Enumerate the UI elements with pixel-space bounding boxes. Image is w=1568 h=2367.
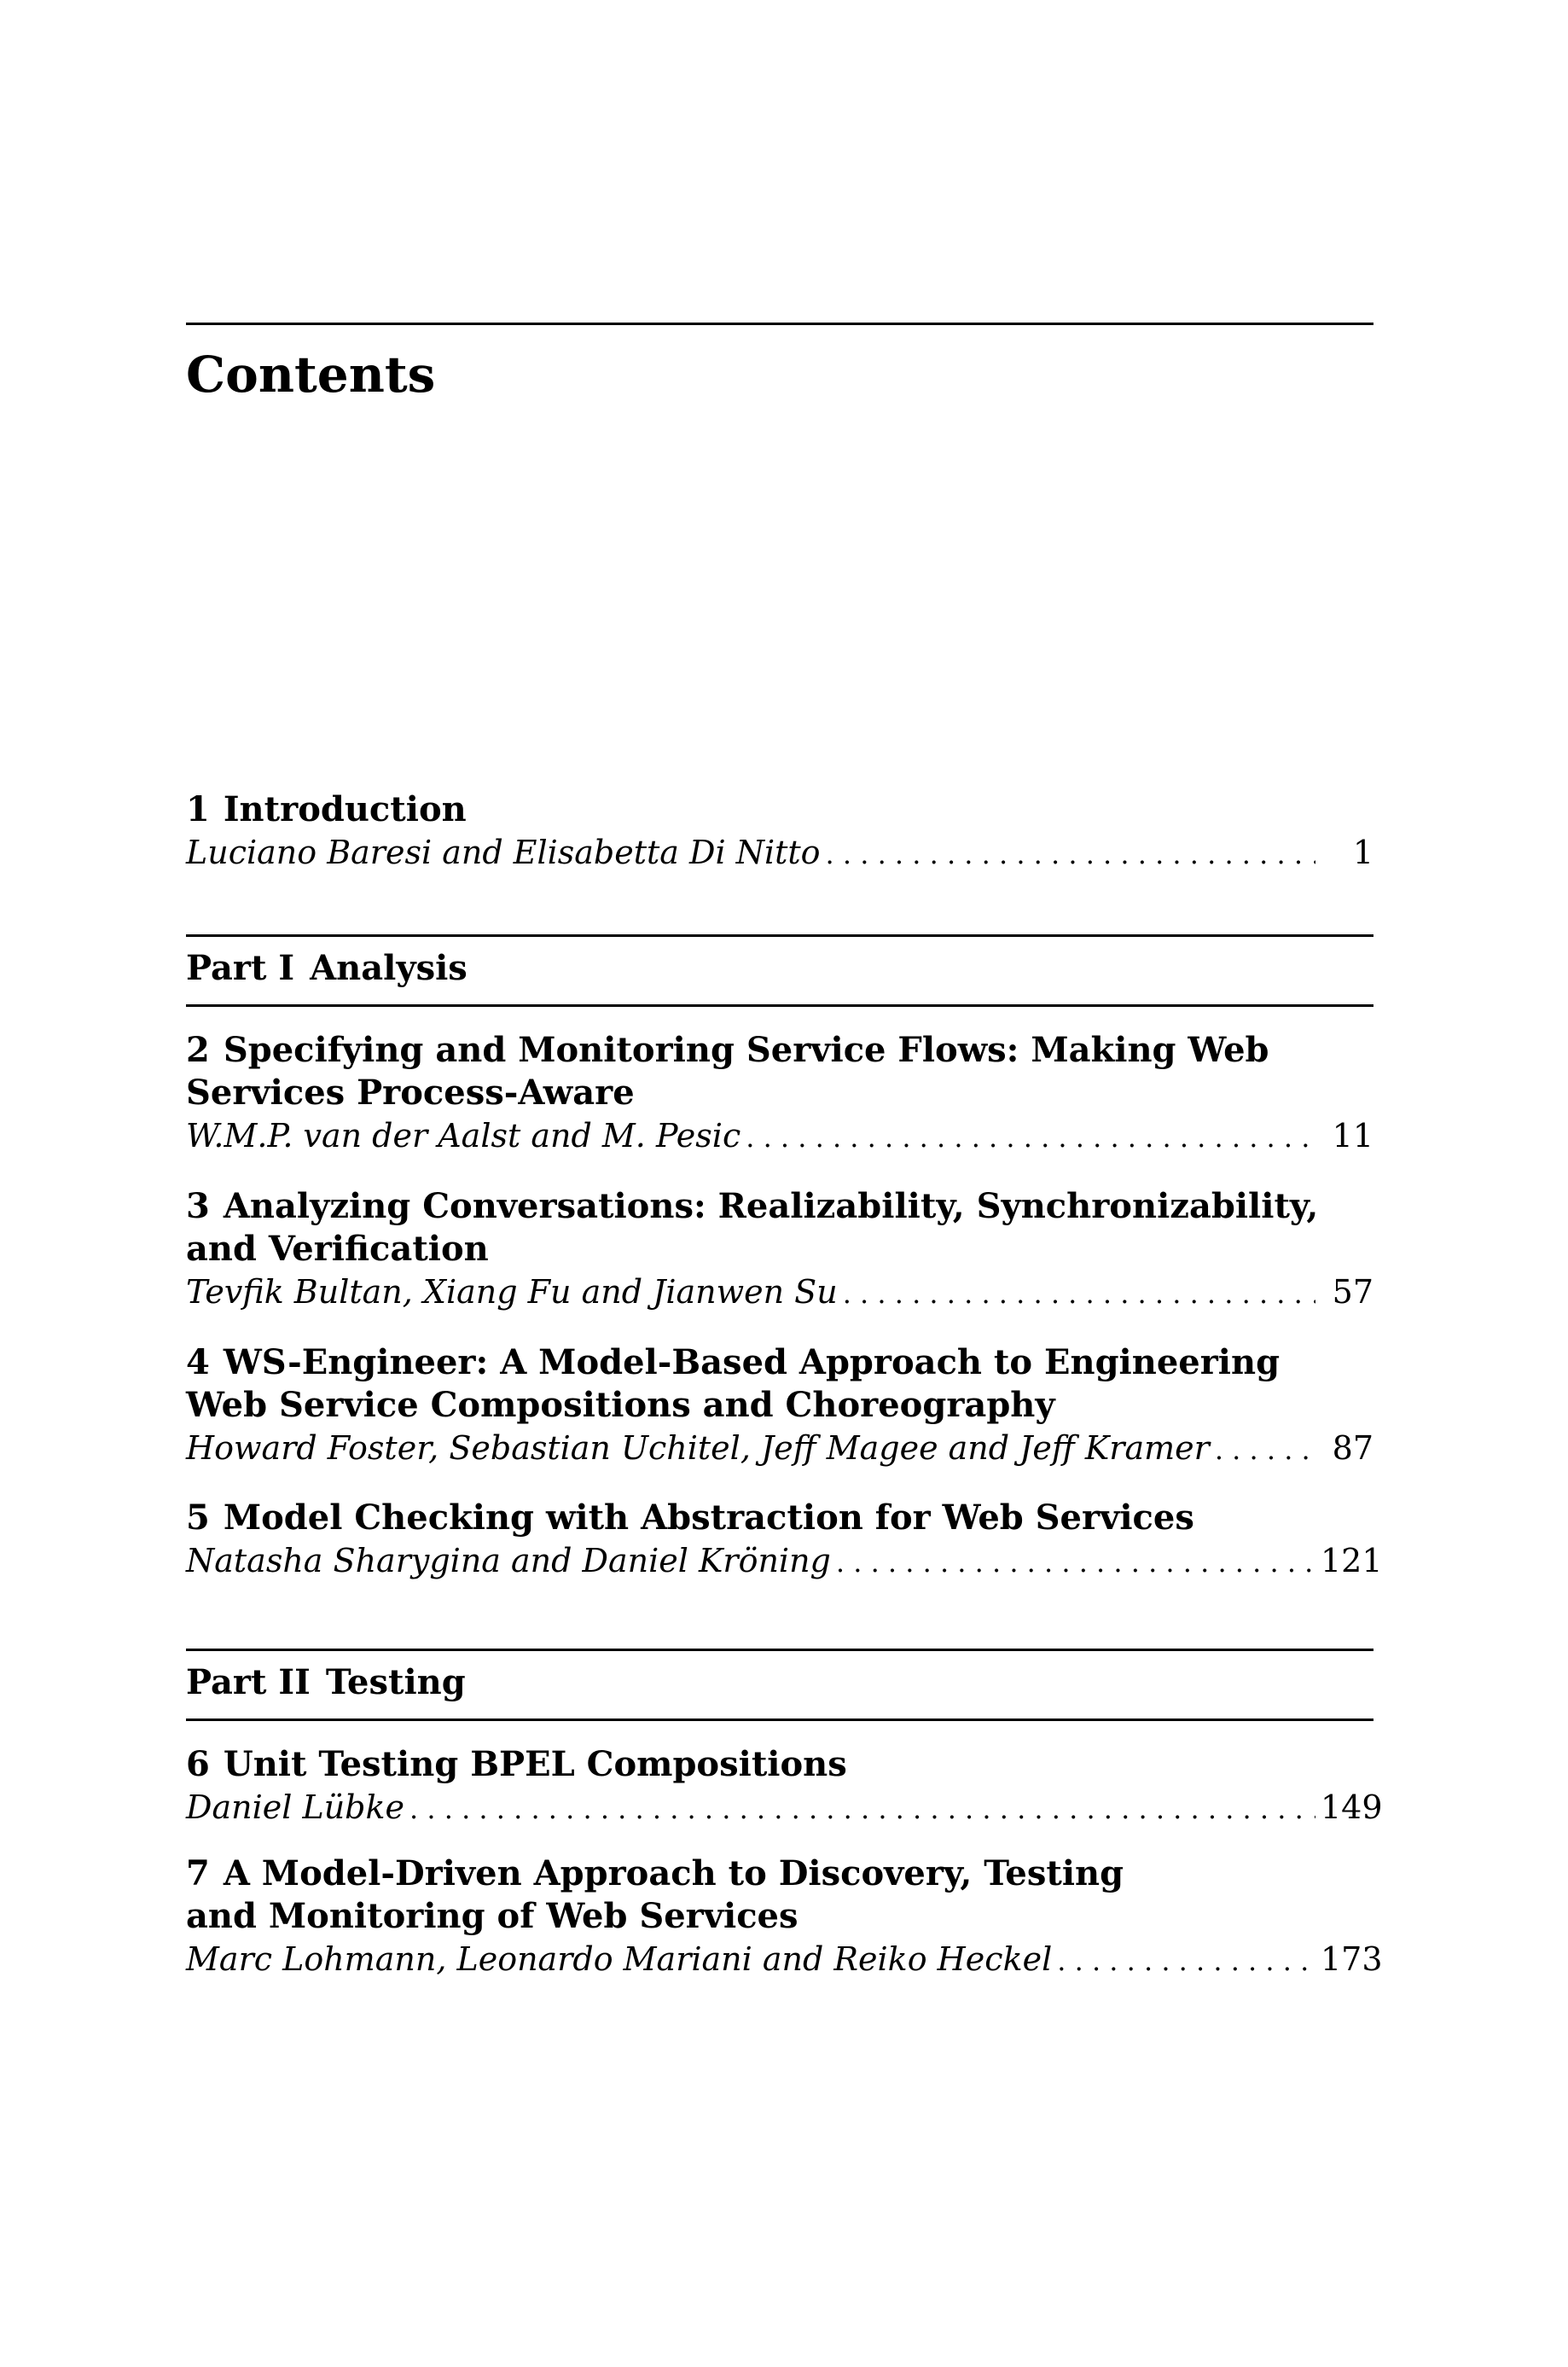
chapter-title xyxy=(186,1341,1373,1384)
header-rule xyxy=(186,323,1373,325)
chapter-number: 4 xyxy=(186,1342,210,1382)
chapter-title xyxy=(186,1743,1373,1786)
dot-leader xyxy=(1215,1428,1315,1471)
toc-entry-chapter-2[interactable] xyxy=(186,1029,1373,1159)
chapter-title-text: Specifying and Monitoring Service Flows: Making Web xyxy=(223,1030,1269,1070)
chapter-number: 5 xyxy=(186,1498,210,1538)
authors-line xyxy=(186,1271,1373,1315)
chapter-authors: Howard Foster, Sebastian Uchitel, Jeff Magee and Jeff Kramer xyxy=(186,1429,1210,1467)
part-rule-top xyxy=(186,1649,1373,1651)
page-number: 57 xyxy=(1332,1273,1373,1311)
page-number: 173 xyxy=(1321,1940,1383,1978)
chapter-title-text: Introduction xyxy=(223,789,467,829)
chapter-title-text: Model Checking with Abstraction for Web Services xyxy=(223,1498,1194,1538)
chapter-title xyxy=(186,788,1373,831)
chapter-number: 3 xyxy=(186,1186,210,1226)
page-number: 11 xyxy=(1332,1117,1373,1154)
chapter-number: 6 xyxy=(186,1744,210,1784)
chapter-authors: Daniel Lübke xyxy=(186,1788,405,1826)
toc-entry-chapter-5[interactable] xyxy=(186,1497,1383,1584)
page-title: Contents xyxy=(186,346,436,404)
part-heading-1 xyxy=(186,948,467,988)
page-number: 121 xyxy=(1321,1542,1383,1579)
chapter-title-line-2: Services Process-Aware xyxy=(186,1073,635,1113)
authors-line xyxy=(186,1539,1383,1584)
chapter-title-text: WS-Engineer: A Model-Based Approach to Engineering xyxy=(223,1342,1281,1382)
page-number: 1 xyxy=(1352,834,1373,871)
dot-leader xyxy=(1057,1940,1315,1982)
authors-line xyxy=(186,1786,1383,1830)
chapter-authors: Luciano Baresi and Elisabetta Di Nitto xyxy=(186,834,821,871)
chapter-title xyxy=(186,1852,1373,1895)
part-label: Part II xyxy=(186,1662,311,1702)
chapter-number: 1 xyxy=(186,789,210,829)
chapter-title-line-2: and Monitoring of Web Services xyxy=(186,1896,799,1936)
authors-line xyxy=(186,1114,1373,1159)
dot-leader xyxy=(746,1116,1315,1159)
part-name: Testing xyxy=(325,1662,466,1702)
toc-entry-chapter-6[interactable] xyxy=(186,1743,1383,1830)
chapter-authors: Marc Lohmann, Leonardo Mariani and Reiko Heckel xyxy=(186,1940,1053,1978)
chapter-title-text: Unit Testing BPEL Compositions xyxy=(223,1744,847,1784)
toc-entry-chapter-4[interactable] xyxy=(186,1341,1373,1471)
chapter-title xyxy=(186,1185,1373,1228)
chapter-authors: Tevfik Bultan, Xiang Fu and Jianwen Su xyxy=(186,1273,838,1311)
part-label: Part I xyxy=(186,948,295,988)
part-rule-top xyxy=(186,934,1373,937)
chapter-number: 7 xyxy=(186,1853,210,1893)
chapter-authors: Natasha Sharygina and Daniel Kröning xyxy=(186,1542,831,1579)
toc-entry-introduction[interactable] xyxy=(186,788,1373,875)
page-number: 149 xyxy=(1321,1788,1383,1826)
chapter-authors: W.M.P. van der Aalst and M. Pesic xyxy=(186,1117,741,1154)
part-rule-bottom xyxy=(186,1719,1373,1721)
chapter-title-line-2: and Verification xyxy=(186,1229,489,1269)
chapter-title xyxy=(186,1497,1373,1539)
authors-line xyxy=(186,1427,1373,1471)
part-rule-bottom xyxy=(186,1004,1373,1007)
chapter-title xyxy=(186,1029,1373,1072)
chapter-title-text: A Model-Driven Approach to Discovery, Testing xyxy=(223,1853,1124,1893)
dot-leader xyxy=(409,1788,1315,1830)
chapter-title-text: Analyzing Conversations: Realizability, Synchronizability, xyxy=(223,1186,1319,1226)
toc-entry-chapter-3[interactable] xyxy=(186,1185,1373,1315)
authors-line xyxy=(186,831,1373,875)
toc-entry-chapter-7[interactable] xyxy=(186,1852,1383,1982)
authors-line xyxy=(186,1938,1383,1982)
chapter-title-line-2: Web Service Compositions and Choreography xyxy=(186,1385,1055,1425)
dot-leader xyxy=(826,833,1315,875)
dot-leader xyxy=(843,1272,1315,1315)
dot-leader xyxy=(836,1541,1315,1584)
part-heading-2 xyxy=(186,1662,466,1702)
part-name: Analysis xyxy=(310,948,467,988)
page-number: 87 xyxy=(1332,1429,1373,1467)
chapter-number: 2 xyxy=(186,1030,210,1070)
